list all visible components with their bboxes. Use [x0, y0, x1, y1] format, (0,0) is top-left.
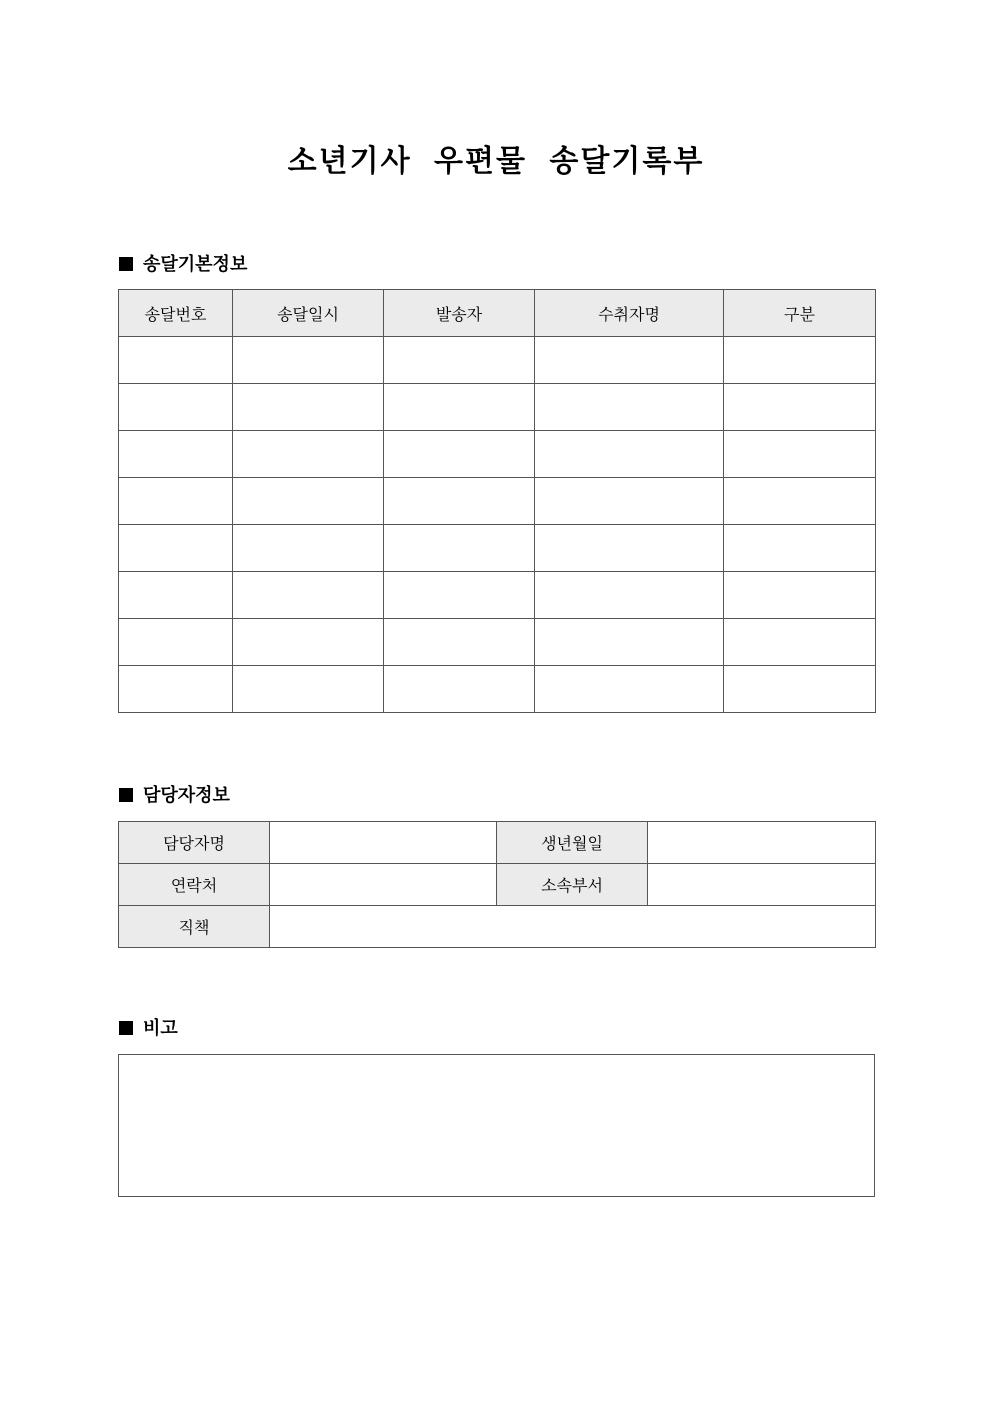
basic-info-table [118, 289, 876, 713]
table-row [119, 384, 876, 431]
sender-cell[interactable] [384, 666, 535, 713]
table-row [119, 619, 876, 666]
staff-name-field[interactable] [270, 822, 497, 864]
delivery-number-cell[interactable] [119, 525, 233, 572]
department-label: 소속부서 [497, 864, 648, 906]
table-row [119, 572, 876, 619]
category-cell[interactable] [724, 431, 876, 478]
delivery-datetime-cell[interactable] [233, 525, 384, 572]
sender-cell[interactable] [384, 384, 535, 431]
sender-cell[interactable] [384, 337, 535, 384]
delivery-number-cell[interactable] [119, 666, 233, 713]
square-bullet-icon [119, 1021, 133, 1035]
table-row [119, 864, 876, 906]
delivery-number-cell[interactable] [119, 478, 233, 525]
section-heading-staff-label: 담당자정보 [143, 785, 230, 806]
delivery-datetime-cell[interactable] [233, 431, 384, 478]
birth-date-label: 생년월일 [497, 822, 648, 864]
table-row [119, 906, 876, 948]
section-heading-staff [119, 784, 230, 808]
sender-cell[interactable] [384, 431, 535, 478]
birth-date-field[interactable] [648, 822, 876, 864]
delivery-number-cell[interactable] [119, 572, 233, 619]
recipient-name-cell[interactable] [535, 384, 724, 431]
column-header-sender: 발송자 [384, 290, 535, 337]
category-cell[interactable] [724, 384, 876, 431]
category-cell[interactable] [724, 337, 876, 384]
category-cell[interactable] [724, 525, 876, 572]
delivery-datetime-cell[interactable] [233, 619, 384, 666]
column-header-delivery-datetime: 송달일시 [233, 290, 384, 337]
recipient-name-cell[interactable] [535, 525, 724, 572]
recipient-name-cell[interactable] [535, 337, 724, 384]
recipient-name-cell[interactable] [535, 478, 724, 525]
staff-name-label: 담당자명 [119, 822, 270, 864]
position-field[interactable] [270, 906, 876, 948]
table-row [119, 525, 876, 572]
remarks-field[interactable] [118, 1054, 875, 1197]
section-heading-remarks [119, 1017, 178, 1041]
sender-cell[interactable] [384, 572, 535, 619]
position-label: 직책 [119, 906, 270, 948]
column-header-delivery-number: 송달번호 [119, 290, 233, 337]
delivery-datetime-cell[interactable] [233, 478, 384, 525]
section-heading-basic [119, 253, 247, 277]
contact-field[interactable] [270, 864, 497, 906]
staff-info-table [118, 821, 876, 948]
delivery-datetime-cell[interactable] [233, 337, 384, 384]
category-cell[interactable] [724, 666, 876, 713]
table-row [119, 666, 876, 713]
table-row [119, 337, 876, 384]
square-bullet-icon [119, 788, 133, 802]
delivery-number-cell[interactable] [119, 337, 233, 384]
delivery-datetime-cell[interactable] [233, 666, 384, 713]
table-row [119, 478, 876, 525]
section-heading-basic-label: 송달기본정보 [143, 254, 248, 275]
column-header-category: 구분 [724, 290, 876, 337]
section-heading-remarks-label: 비고 [143, 1018, 178, 1039]
delivery-number-cell[interactable] [119, 431, 233, 478]
delivery-number-cell[interactable] [119, 619, 233, 666]
category-cell[interactable] [724, 619, 876, 666]
recipient-name-cell[interactable] [535, 666, 724, 713]
delivery-datetime-cell[interactable] [233, 572, 384, 619]
table-header-row [119, 290, 876, 337]
column-header-recipient-name: 수취자명 [535, 290, 724, 337]
category-cell[interactable] [724, 478, 876, 525]
delivery-number-cell[interactable] [119, 384, 233, 431]
sender-cell[interactable] [384, 525, 535, 572]
contact-label: 연락처 [119, 864, 270, 906]
recipient-name-cell[interactable] [535, 431, 724, 478]
department-field[interactable] [648, 864, 876, 906]
table-row [119, 431, 876, 478]
square-bullet-icon [119, 257, 133, 271]
sender-cell[interactable] [384, 619, 535, 666]
sender-cell[interactable] [384, 478, 535, 525]
category-cell[interactable] [724, 572, 876, 619]
delivery-datetime-cell[interactable] [233, 384, 384, 431]
recipient-name-cell[interactable] [535, 619, 724, 666]
recipient-name-cell[interactable] [535, 572, 724, 619]
document-title: 소년기사 우편물 송달기록부 [287, 144, 705, 179]
table-row [119, 822, 876, 864]
